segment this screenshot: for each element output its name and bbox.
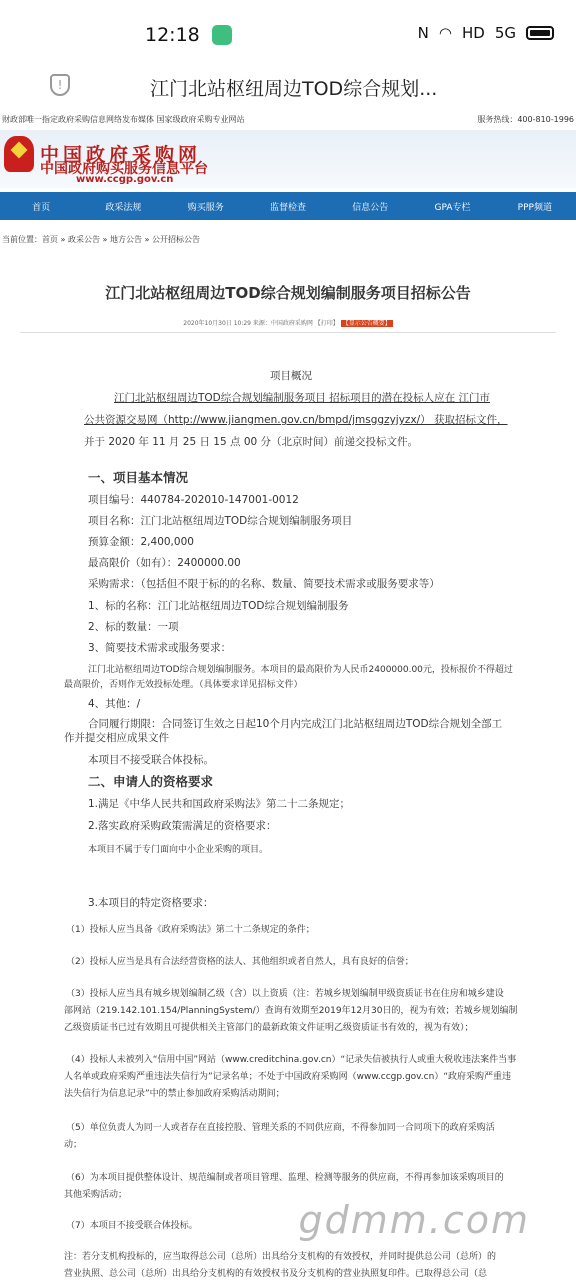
site-banner <box>0 130 576 188</box>
overview-line <box>114 390 490 405</box>
app-notification-icon <box>212 25 232 45</box>
watermark: gdmm.com <box>298 1198 530 1242</box>
main-nav <box>0 192 576 220</box>
browser-title-bar <box>0 70 576 104</box>
national-emblem-icon <box>4 136 34 172</box>
hd-label: HD <box>461 24 485 42</box>
battery-icon <box>526 26 554 40</box>
show-summary-button[interactable]: 【显示公告概要】 <box>342 320 391 327</box>
body-line: 1.满足《中华人民共和国政府采购法》第二十二条规定； <box>88 798 351 810</box>
logo-line2: 中国政府购买服务信息平台 <box>40 161 208 177</box>
note-line: 营业执照、总公司（总所）出具给分支机构的有效授权书及分支机构的营业执照复印件。已取得总公司（总 <box>64 1269 488 1279</box>
body-line: 最高限价（如有）：2400000.00 <box>88 557 241 569</box>
qualification-line: （7）本项目不接受联合体投标。 <box>66 1221 198 1231</box>
body-line: 4、其他：/ <box>88 698 141 710</box>
body-line: 项目名称：江门北站枢纽周边TOD综合规划编制服务项目 <box>88 515 353 527</box>
qualification-line: （4）投标人未被列入“信用中国”网站（www.creditchina.gov.cn）“记录失信被执行人或重大税收违法案件当事 <box>66 1055 517 1065</box>
body-line: 1、标的名称：江门北站枢纽周边TOD综合规划编制服务 <box>88 600 349 612</box>
site-top-strip <box>0 106 576 132</box>
breadcrumb: 当前位置：首页 » 政采公告 » 地方公告 » 公开招标公告 <box>2 235 200 244</box>
wifi-icon: ◠ <box>438 24 452 42</box>
qualification-line: 人名单或政府采购严重违法失信行为”记录名单；不处于中国政府采购网（www.ccgp.gov.cn）“政府采购严重违 <box>64 1072 511 1082</box>
nav-purchase-services[interactable]: 购买服务 <box>187 202 224 213</box>
body-line: 作并提交相应成果文件 <box>64 732 169 744</box>
body-line: 3.本项目的特定资格要求： <box>88 897 214 909</box>
status-time: 12:18 <box>145 24 200 46</box>
body-line: 项目编号：440784-202010-147001-0012 <box>88 494 299 506</box>
nav-home[interactable]: 首页 <box>32 202 51 213</box>
overview-line <box>84 412 508 427</box>
qualification-line: 法失信行为信息记录”中的禁止参加政府采购活动期间； <box>64 1089 285 1099</box>
nfc-icon: N <box>417 24 429 42</box>
overview-line: 并于 2020 年 11 月 25 日 15 点 00 分（北京时间）前递交投标文件。 <box>84 436 419 448</box>
body-line: 2、标的数量：一项 <box>88 621 179 633</box>
qualification-line: （5）单位负责人为同一人或者存在直接控股、管理关系的不同供应商，不得参加同一合同项下的政府采购活 <box>66 1123 495 1133</box>
body-line: 本项目不属于专门面向中小企业采购的项目。 <box>88 845 269 855</box>
qualification-line: （6）为本项目提供整体设计、规范编制或者项目管理、监理、检测等服务的供应商，不得再参加该采购项目的 <box>66 1173 504 1183</box>
nav-announcements[interactable]: 信息公告 <box>352 202 389 213</box>
qualification-line: 动； <box>64 1140 83 1150</box>
overview-link[interactable]: 公共资源交易网（http://www.jiangmen.gov.cn/bmpd/jmsggzyjyzx/） 获取招标文件， <box>84 414 508 426</box>
qualification-line: 乙级资质证书已过有效期且可提供相关主管部门的最新政策文件证明乙级资质证书有效的，视为有效）； <box>64 1023 474 1033</box>
logo-line1[interactable]: 中国政府采购网 <box>40 144 202 166</box>
article-meta-text: 2020年10月30日 10:29 来源：中国政府采购网 【打印】 <box>183 320 339 327</box>
nav-gpa[interactable]: GPA专栏 <box>434 202 471 213</box>
nav-ppp[interactable]: PPP频道 <box>517 202 552 213</box>
section-heading: 二、申请人的资格要求 <box>88 774 214 789</box>
nav-supervision[interactable]: 监督检查 <box>269 202 306 213</box>
logo-url: www.ccgp.gov.cn <box>76 174 174 185</box>
status-icons <box>418 24 554 42</box>
body-line: 江门北站枢纽周边TOD综合规划编制服务。本项目的最高限价为人民币2400000.00元，投标报价不得超过 <box>88 665 513 675</box>
section-overview-heading: 项目概况 <box>270 370 312 382</box>
qualification-line: （3）投标人应当具有城乡规划编制乙级（含）以上资质（注：若城乡规划编制甲级资质证书在住房和城乡建设 <box>66 989 504 999</box>
page-title: 江门北站枢纽周边TOD综合规划编制服务项目招标公告 <box>105 284 471 302</box>
browser-page-title: 江门北站枢纽周边TOD综合规划... <box>150 77 438 100</box>
note-line: 注：若分支机构投标的，应当取得总公司（总所）出具给分支机构的有效授权，并同时提供总公司（总所）的 <box>64 1252 497 1262</box>
site-tagline: 财政部唯一指定政府采购信息网络发布媒体 国家级政府采购专业网站 <box>2 114 245 124</box>
status-bar <box>0 0 576 70</box>
body-line: 最高限价，否则作无效投标处理。（具体要求详见招标文件） <box>64 680 303 690</box>
article-meta <box>0 318 576 327</box>
body-line: 采购需求：（包括但不限于标的的名称、数量、简要技术需求或服务要求等） <box>88 578 440 590</box>
qualification-line: （1）投标人应当具备《政府采购法》第二十二条规定的条件； <box>66 925 315 935</box>
qualification-line: （2）投标人应当是具有合法经营资格的法人、其他组织或者自然人，具有良好的信誉； <box>66 957 414 967</box>
body-line: 3、简要技术需求或服务要求： <box>88 642 232 654</box>
qualification-line: 其他采购活动； <box>64 1190 128 1200</box>
divider <box>20 332 556 333</box>
signal-icon: 5G <box>494 24 516 42</box>
body-line: 预算金额：2,400,000 <box>88 536 194 548</box>
qualification-line: 部网站（219.142.101.154/PlanningSystem/）查询有效期至2019年12月30日的，视为有效；若城乡规划编制 <box>64 1006 518 1016</box>
site-hotline: 服务热线：400-810-1996 <box>477 114 574 124</box>
site-info-shield-icon[interactable]: ! <box>50 74 70 96</box>
overview-text: 江门北站枢纽周边TOD综合规划编制服务项目 招标项目的潜在投标人应在 江门市 <box>114 392 490 404</box>
nav-regulations[interactable]: 政采法规 <box>105 202 142 213</box>
body-line: 合同履行期限：合同签订生效之日起10个月内完成江门北站枢纽周边TOD综合规划全部工 <box>88 718 503 730</box>
section-heading: 一、项目基本情况 <box>88 470 189 485</box>
body-line: 2.落实政府采购政策需满足的资格要求： <box>88 820 277 832</box>
body-line: 本项目不接受联合体投标。 <box>88 754 214 766</box>
